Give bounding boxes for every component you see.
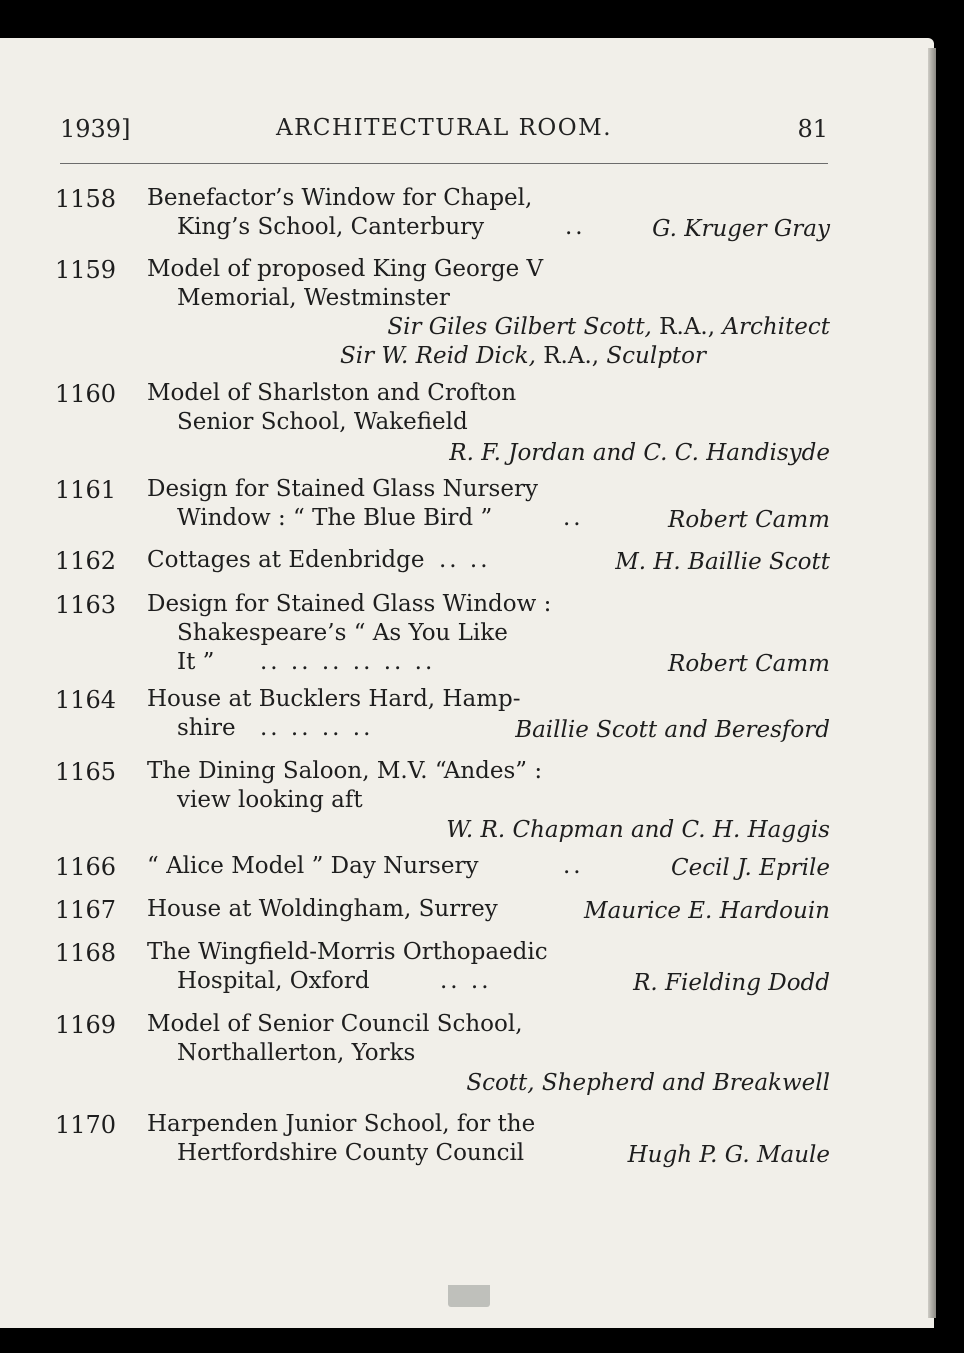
header-rule: [60, 163, 828, 164]
entry-attribution: Robert Camm: [668, 651, 830, 677]
catalogue-entry: [55, 758, 830, 848]
entry-number: 1159: [55, 256, 117, 284]
entry-attribution: W. R. Chapman and C. H. Haggis: [446, 817, 830, 843]
catalogue-entry: [55, 256, 830, 376]
entry-title: The Dining Saloon, M.V. “Andes” :: [147, 758, 543, 784]
leader-dots: ..: [563, 505, 584, 531]
entry-title: Model of proposed King George V: [147, 256, 544, 282]
entry-credit-sculptor: Sir W. Reid Dick, R.A., Sculptor: [340, 343, 707, 369]
entry-number: 1162: [55, 547, 117, 575]
entry-title: House at Bucklers Hard, Hamp-: [147, 686, 521, 712]
entry-title: Model of Sharlston and Crofton: [147, 380, 517, 406]
entry-credit-architect: Sir Giles Gilbert Scott, R.A., Architect: [387, 314, 830, 340]
entry-attribution: R. Fielding Dodd: [633, 970, 830, 996]
entry-number: 1161: [55, 476, 117, 504]
entry-number: 1160: [55, 380, 117, 408]
entry-attribution: Robert Camm: [668, 507, 830, 533]
catalogue-entry: [55, 853, 830, 887]
entry-title-cont: Hospital, Oxford: [177, 968, 370, 994]
catalogue-entry: [55, 547, 830, 581]
entry-attribution: R. F. Jordan and C. C. Handisyde: [449, 440, 830, 466]
entry-title: House at Woldingham, Surrey: [147, 896, 498, 922]
catalogue-entry: [55, 686, 830, 748]
entry-title-cont: shire: [177, 715, 236, 741]
catalogue-entry: [55, 896, 830, 930]
page-edge: [928, 48, 936, 1318]
catalogue-entry: [55, 1011, 830, 1101]
entry-title-cont: Window : “ The Blue Bird ”: [177, 505, 493, 531]
catalogue-entry: [55, 185, 830, 247]
entry-number: 1165: [55, 758, 117, 786]
leader-dots: .. .. .. .. .. ..: [260, 649, 436, 675]
entry-title: Harpenden Junior School, for the: [147, 1111, 536, 1137]
entry-attribution: Scott, Shepherd and Breakwell: [466, 1070, 830, 1096]
entry-title: Design for Stained Glass Window :: [147, 591, 552, 617]
entry-number: 1163: [55, 591, 117, 619]
page-tab: [448, 1285, 490, 1307]
entry-title-cont: Shakespeare’s “ As You Like: [177, 620, 508, 646]
entry-attribution: Baillie Scott and Beresford: [515, 717, 830, 743]
entry-attribution: Cecil J. Eprile: [670, 855, 830, 881]
entry-title-cont: Memorial, Westminster: [177, 285, 450, 311]
entry-title: Cottages at Edenbridge: [147, 547, 425, 573]
entry-number: 1164: [55, 686, 117, 714]
leader-dots: ..: [563, 853, 584, 879]
catalogue-entry: [55, 380, 830, 470]
page-number: 81: [797, 115, 828, 143]
catalogue-entry: [55, 476, 830, 538]
catalogue-entry: [55, 1111, 830, 1173]
entry-attribution: Maurice E. Hardouin: [584, 898, 830, 924]
entry-number: 1169: [55, 1011, 117, 1039]
leader-dots: ..: [565, 214, 586, 240]
entry-number: 1170: [55, 1111, 117, 1139]
entry-title: Design for Stained Glass Nursery: [147, 476, 538, 502]
entry-title-cont: Northallerton, Yorks: [177, 1040, 416, 1066]
running-header: [60, 115, 828, 145]
entry-title: “ Alice Model ” Day Nursery: [147, 853, 479, 879]
entry-title: Model of Senior Council School,: [147, 1011, 523, 1037]
leader-dots: .. .. .. ..: [260, 715, 374, 741]
entry-title-cont: Hertfordshire County Council: [177, 1140, 525, 1166]
leader-dots: .. ..: [440, 968, 492, 994]
catalogue-entry: [55, 591, 830, 683]
entry-attribution: G. Kruger Gray: [652, 216, 830, 242]
catalogue-entry: [55, 939, 830, 1001]
leader-dots: .. ..: [439, 547, 491, 573]
entry-attribution: Hugh P. G. Maule: [627, 1142, 830, 1168]
entry-number: 1158: [55, 185, 117, 213]
header-title: ARCHITECTURAL ROOM.: [275, 115, 613, 141]
entry-attribution: M. H. Baillie Scott: [615, 549, 830, 575]
entry-number: 1168: [55, 939, 117, 967]
entry-title: The Wingfield-Morris Orthopaedic: [147, 939, 548, 965]
entry-title-cont: King’s School, Canterbury: [177, 214, 485, 240]
header-year: 1939]: [60, 115, 131, 143]
entry-title: Benefactor’s Window for Chapel,: [147, 185, 533, 211]
entry-number: 1166: [55, 853, 117, 881]
entry-number: 1167: [55, 896, 117, 924]
entry-title-cont: It ”: [177, 649, 215, 675]
entry-title-cont: view looking aft: [177, 787, 363, 813]
entry-title-cont: Senior School, Wakefield: [177, 409, 468, 435]
